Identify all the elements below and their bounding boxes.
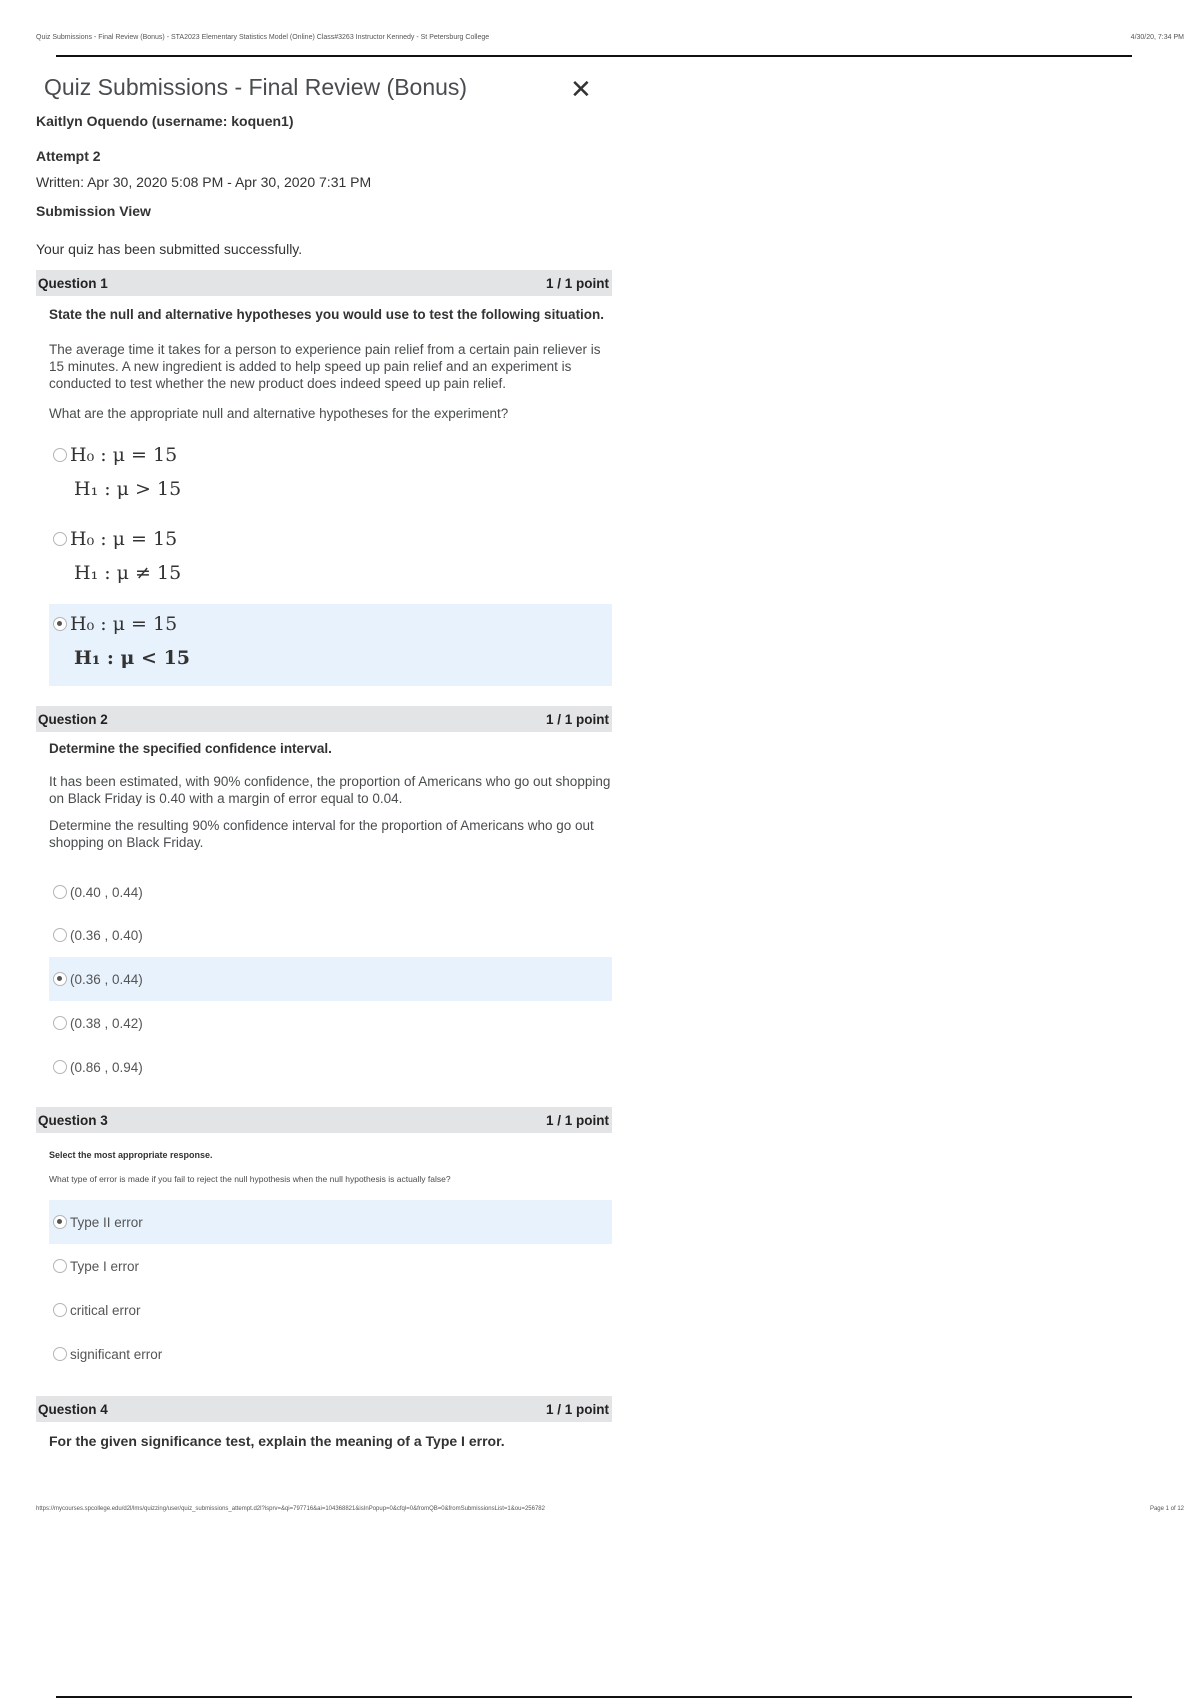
answer-option[interactable]	[49, 1244, 612, 1288]
answer-option[interactable]	[49, 1332, 612, 1376]
answer-text: significant error	[70, 1346, 163, 1362]
questions-list	[36, 270, 612, 1449]
question-3-body	[36, 1147, 612, 1376]
answer-text: (0.38 , 0.42)	[70, 1015, 143, 1031]
alternative-hypothesis: H₁ : μ < 15	[74, 647, 191, 669]
answer-text: (0.86 , 0.94)	[70, 1059, 143, 1075]
answer-option-selected[interactable]	[49, 604, 612, 686]
print-footer-url: https://mycourses.spcollege.edu/d2l/lms/quizzing/user/quiz_submissions_attempt.d2l?isprv=&qi=797716&ai=104368821&isInPopup=0&cfql=0&fromQB=0&fromSubmissionsList=1&ou=256782	[36, 1506, 545, 1512]
question-ask: What are the appropriate null and alternative hypotheses for the experiment?	[49, 406, 509, 421]
radio-button-selected[interactable]	[53, 617, 67, 631]
dialog-title: Quiz Submissions - Final Review (Bonus)	[44, 74, 468, 100]
print-header-datetime: 4/30/20, 7:34 PM	[1130, 34, 1184, 41]
question-2-header	[36, 706, 612, 732]
radio-button[interactable]	[53, 1303, 67, 1317]
user-name: Kaitlyn Oquendo (username: koquen1)	[36, 113, 294, 129]
answer-text: critical error	[70, 1302, 141, 1318]
question-label: Question 2	[38, 711, 108, 727]
radio-button[interactable]	[53, 448, 67, 462]
question-label: Question 1	[38, 275, 108, 291]
radio-button[interactable]	[53, 1259, 67, 1273]
question-score: 1 / 1 point	[545, 1112, 609, 1128]
question-prompt: State the null and alternative hypotheses you would use to test the following situation.	[49, 307, 605, 322]
question-text: What type of error is made if you fail to reject the null hypothesis when the null hypothesis is actually false?	[49, 1174, 451, 1184]
print-header	[36, 34, 1184, 46]
hypothesis-pair	[49, 438, 181, 506]
question-4-header	[36, 1396, 612, 1422]
alternative-hypothesis: H₁ : μ > 15	[74, 478, 182, 500]
print-header-title: Quiz Submissions - Final Review (Bonus) - STA2023 Elementary Statistics Model (Online) Class#3263 Instructor Kennedy - St Petersburg College	[36, 34, 490, 41]
answer-text: (0.40 , 0.44)	[70, 884, 143, 900]
question-2-body	[36, 741, 612, 1089]
radio-button[interactable]	[53, 1016, 67, 1030]
answer-option[interactable]	[49, 913, 612, 957]
page-number: Page 1 of 12	[1149, 1506, 1184, 1512]
question-1-header	[36, 270, 612, 296]
submit-status: Your quiz has been submitted successfully.	[36, 241, 303, 257]
answer-text: (0.36 , 0.44)	[70, 971, 143, 987]
answer-option[interactable]	[49, 522, 612, 598]
question-prompt: Select the most appropriate response.	[49, 1150, 213, 1160]
radio-button[interactable]	[53, 885, 67, 899]
hypothesis-pair	[49, 607, 190, 675]
answer-option[interactable]	[49, 1045, 612, 1089]
answer-text: Type I error	[70, 1258, 140, 1274]
radio-button-selected[interactable]	[53, 1215, 67, 1229]
answer-option[interactable]	[49, 871, 612, 913]
question-1-body	[36, 307, 612, 686]
submission-view-heading: Submission View	[36, 203, 151, 219]
question-3-header	[36, 1107, 612, 1133]
answer-option-selected[interactable]	[49, 1200, 612, 1244]
answer-option-selected[interactable]	[49, 957, 612, 1001]
question-label: Question 4	[38, 1401, 108, 1417]
radio-button-selected[interactable]	[53, 972, 67, 986]
close-icon[interactable]: ✕	[570, 74, 592, 104]
question-score: 1 / 1 point	[545, 1401, 609, 1417]
radio-button[interactable]	[53, 1060, 67, 1074]
question-prompt: For the given significance test, explain the meaning of a Type I error.	[49, 1433, 505, 1449]
written-dates: Written: Apr 30, 2020 5:08 PM - Apr 30, 2020 7:31 PM	[36, 174, 372, 190]
answer-option[interactable]	[49, 1288, 612, 1332]
question-text: The average time it takes for a person to experience pain relief from a certain pain reliever is 15 minutes. A new ingredient is added to help speed up pain relief and an experiment is conducted to test whether the new product does indeed speed up pain relief.	[49, 342, 601, 391]
question-ask: Determine the resulting 90% confidence interval for the proportion of Americans who go out shopping on Black Friday.	[49, 818, 594, 850]
answer-text: Type II error	[70, 1214, 143, 1230]
question-4-body	[36, 1433, 612, 1449]
answer-text: (0.36 , 0.40)	[70, 927, 143, 943]
question-prompt: Determine the specified confidence interval.	[49, 741, 332, 756]
alternative-hypothesis: H₁ : μ ≠ 15	[74, 562, 182, 584]
null-hypothesis: H₀ : μ = 15	[70, 613, 178, 635]
question-label: Question 3	[38, 1112, 108, 1128]
attempt-label: Attempt 2	[36, 148, 101, 164]
answer-option[interactable]	[49, 438, 612, 514]
question-score: 1 / 1 point	[545, 275, 609, 291]
top-rule	[56, 55, 1132, 57]
question-text: It has been estimated, with 90% confidence, the proportion of Americans who go out shopping on Black Friday is 0.40 with a margin of error equal to 0.04.	[49, 774, 611, 806]
bottom-rule	[56, 1696, 1132, 1698]
question-score: 1 / 1 point	[545, 711, 609, 727]
null-hypothesis: H₀ : μ = 15	[70, 444, 178, 466]
answer-option[interactable]	[49, 1001, 612, 1045]
null-hypothesis: H₀ : μ = 15	[70, 528, 178, 550]
hypothesis-pair	[49, 522, 181, 590]
radio-button[interactable]	[53, 532, 67, 546]
radio-button[interactable]	[53, 1347, 67, 1361]
radio-button[interactable]	[53, 928, 67, 942]
